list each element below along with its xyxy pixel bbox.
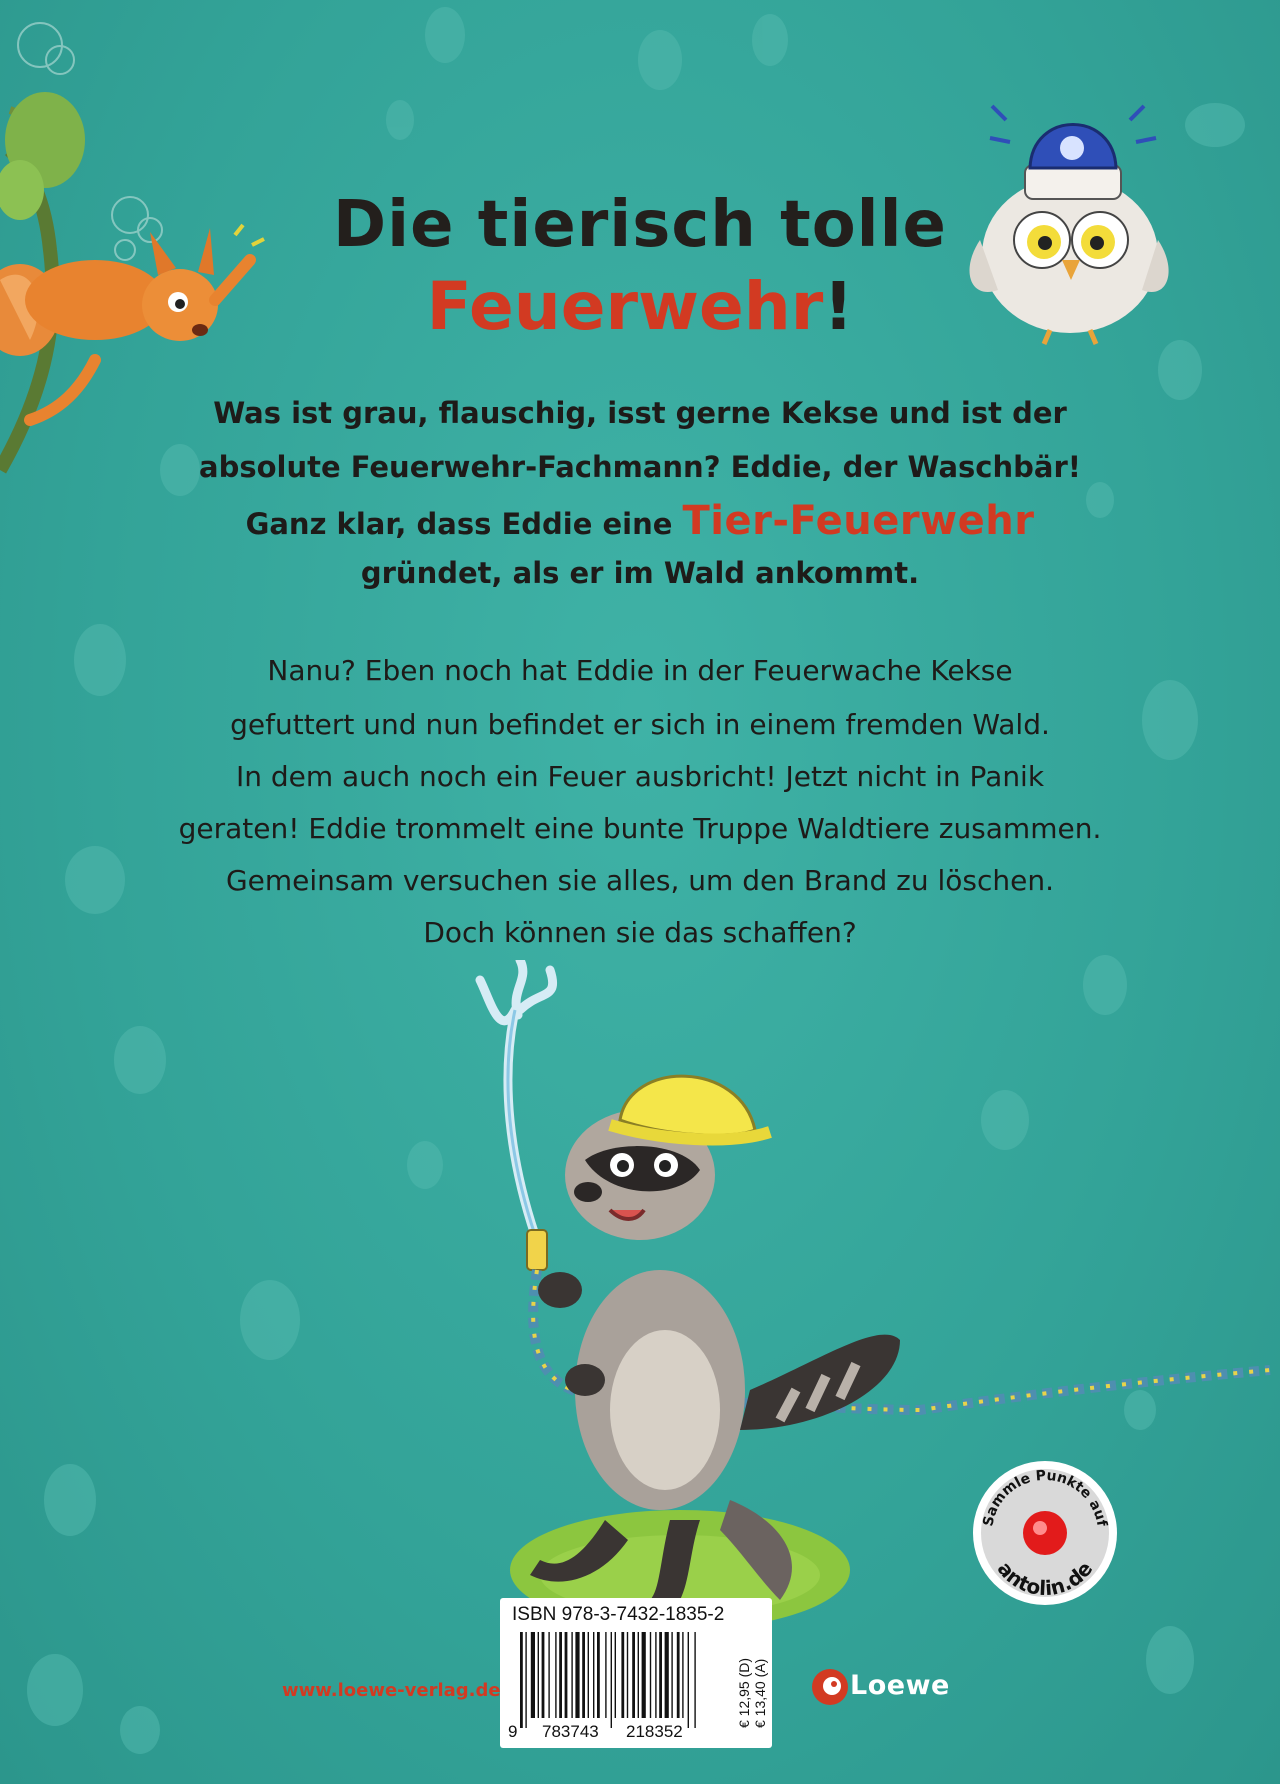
antolin-badge-graphic	[970, 1458, 1120, 1608]
barcode-bar	[531, 1632, 535, 1718]
intro-line-3	[0, 498, 1280, 544]
intro-line-4: gründet, als er im Wald ankommt.	[360, 556, 920, 590]
barcode-bar	[632, 1632, 635, 1718]
barcode-bar	[650, 1632, 651, 1718]
isbn-label: ISBN 978-3-7432-1835-2	[512, 1604, 725, 1625]
description-line: In dem auch noch ein Feuer ausbricht! Jetzt nicht in Panik	[235, 760, 1045, 793]
barcode-bar	[655, 1632, 656, 1718]
barcode-bar	[615, 1632, 616, 1718]
intro-line-2: absolute Feuerwehr-Fachmann? Eddie, der Waschbär!	[199, 450, 1081, 484]
barcode-bar	[611, 1632, 612, 1728]
lion-logo-icon	[808, 1664, 852, 1710]
barcode-bar	[597, 1632, 600, 1718]
barcode-bar	[565, 1632, 568, 1718]
barcode-bar	[605, 1632, 606, 1718]
barcode-bar	[559, 1632, 562, 1718]
barcode-bar	[582, 1632, 585, 1718]
publisher-name: Loewe	[850, 1670, 950, 1701]
barcode-digits-right: 218352	[626, 1722, 683, 1741]
barcode-bar	[671, 1632, 672, 1718]
barcode-bar	[677, 1632, 680, 1718]
barcode-bar	[694, 1632, 695, 1728]
headline-line-2	[0, 268, 1280, 345]
barcode-box	[500, 1598, 772, 1748]
barcode-bar	[593, 1632, 594, 1718]
description-line: geraten! Eddie trommelt eine bunte Truppe Waldtiere zusammen.	[178, 812, 1102, 845]
barcode-bar	[571, 1632, 572, 1718]
barcode-bar	[548, 1632, 549, 1718]
publisher-logo	[808, 1664, 978, 1710]
description-line: Gemeinsam versuchen sie alles, um den Brand zu löschen.	[225, 864, 1055, 897]
description-line: Nanu? Eben noch hat Eddie in der Feuerwache Kekse	[267, 654, 1013, 687]
barcode-bar	[575, 1632, 579, 1718]
raccoon-illustration	[360, 960, 1280, 1640]
headline-line-1: Die tierisch tolle	[333, 188, 947, 262]
barcode-graphic	[520, 1632, 730, 1728]
badge-top-text: Sammle Punkte auf	[980, 1467, 1110, 1528]
barcode-bar	[538, 1632, 539, 1718]
barcode-digit-left: 9	[508, 1722, 518, 1741]
headline-highlight: Feuerwehr	[426, 268, 824, 345]
barcode-bar	[665, 1632, 669, 1718]
price-austria: € 13,40 (A)	[752, 1658, 768, 1728]
barcode-bar	[621, 1632, 624, 1718]
intro-line-3-prefix: Ganz klar, dass Eddie eine	[245, 507, 683, 541]
barcode-digits-mid: 783743	[542, 1722, 599, 1741]
barcode-bar	[659, 1632, 662, 1718]
antolin-badge	[970, 1458, 1120, 1608]
barcode-bar	[638, 1632, 639, 1718]
description-line: Doch können sie das schaffen?	[423, 916, 857, 949]
barcode-bar	[642, 1632, 646, 1718]
barcode-bar	[520, 1632, 523, 1728]
price-block	[732, 1634, 768, 1730]
price-germany: € 12,95 (D)	[736, 1657, 752, 1728]
intro-highlight: Tier-Feuerwehr	[682, 498, 1035, 544]
barcode-bar	[588, 1632, 589, 1718]
badge-bottom-text: antolin.de	[992, 1556, 1098, 1601]
barcode-bar	[682, 1632, 683, 1718]
headline-exclaim: !	[823, 268, 854, 345]
intro-line-1: Was ist grau, flauschig, isst gerne Kekse und ist der	[213, 396, 1067, 430]
publisher-website: www.loewe-verlag.de	[282, 1680, 501, 1701]
description-line: gefuttert und nun befindet er sich in einem fremden Wald.	[230, 708, 1050, 741]
barcode-bar	[542, 1632, 545, 1718]
barcode-bar	[688, 1632, 689, 1728]
barcode-bar	[525, 1632, 526, 1728]
barcode-bar	[627, 1632, 628, 1718]
barcode-bar	[555, 1632, 556, 1718]
